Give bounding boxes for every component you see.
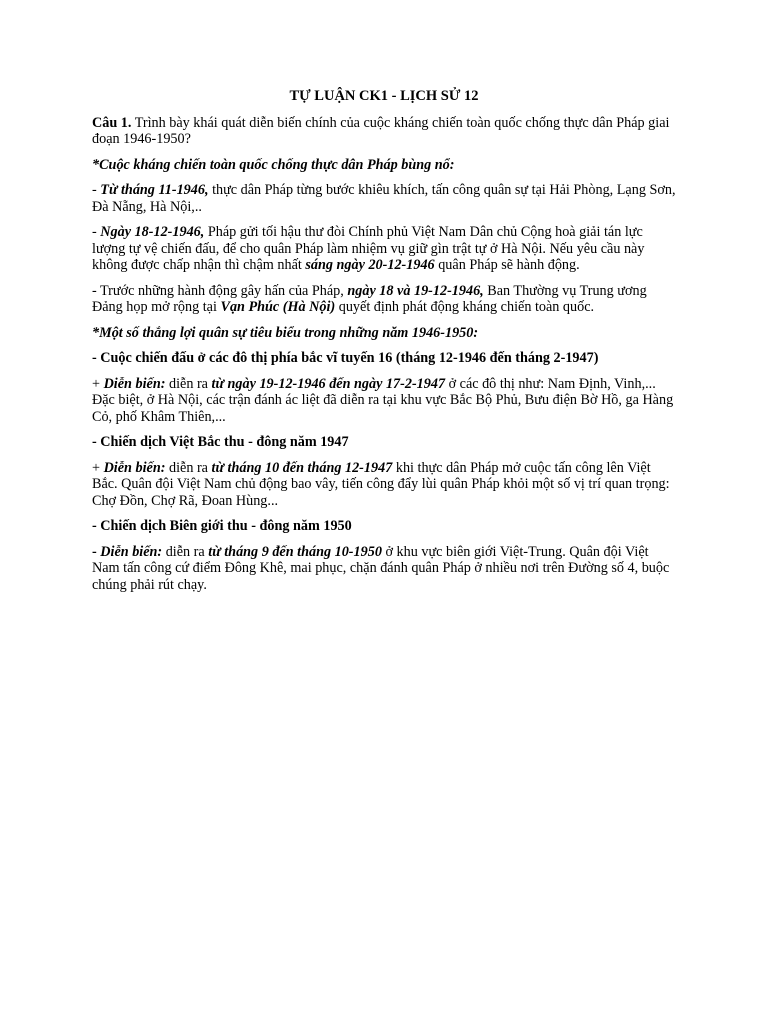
emphasis-date: từ tháng 10 đến tháng 12-1947 (211, 459, 393, 476)
development-label: Diễn biến: (103, 459, 166, 476)
paragraph-text: quyết định phát động kháng chiến toàn quốc. (335, 299, 595, 315)
paragraph-text: quân Pháp sẽ hành động. (434, 257, 580, 273)
paragraph-text: diễn ra (165, 375, 212, 392)
emphasis-date: ngày 18 và 19-12-1946, (347, 282, 484, 299)
emphasis-date: sáng ngày 20-12-1946 (305, 257, 435, 273)
bullet-dash: - (92, 182, 101, 198)
paragraph-text: ở các đô thị như: Nam Định, Vinh,... Đặc biệt, ở Hà Nội, các trận đánh ác liệt đã diễn ra tại khu vực Bắc Bộ Phủ, Bưu điện Bờ Hồ, ga Hàng Cỏ, phố Khâm Thiên,... (92, 375, 674, 425)
bullet-plus: + (92, 375, 104, 392)
paragraph-text: diễn ra (162, 543, 209, 560)
subheading-viet-bac: - Chiến dịch Việt Bắc thu - đông năm 1947 (92, 434, 349, 450)
emphasis-date: Ngày 18-12-1946, (100, 224, 205, 240)
bullet-dash: - (92, 543, 101, 560)
document-title: TỰ LUẬN CK1 - LỊCH SỬ 12 (289, 88, 479, 104)
paragraph-text: diễn ra (165, 459, 212, 476)
development-label: Diễn biến: (103, 375, 166, 392)
question-label: Câu 1. (92, 114, 132, 131)
paragraph-text: - Trước những hành động gây hấn của Pháp, (92, 282, 348, 299)
paragraph-ultimatum (92, 224, 676, 274)
paragraph-text: thực dân Pháp từng bước khiêu khích, tấn công quân sự tại Hải Phòng, Lạng Sơn, Đà Nẵng, Hà Nội,.. (92, 182, 676, 215)
question-1 (92, 115, 676, 148)
paragraph-party-meeting (92, 283, 676, 316)
subheading-border-campaign: - Chiến dịch Biên giới thu - đông năm 1950 (92, 518, 352, 534)
emphasis-place: Vạn Phúc (Hà Nội) (220, 299, 336, 315)
paragraph-viet-bac (92, 460, 676, 510)
paragraph-text: Pháp gửi tối hậu thư đòi Chính phủ Việt Nam Dân chủ Cộng hoà giải tán lực lượng tự vệ chiến đấu, để cho quân Pháp làm nhiệm vụ giữ gìn trật tự ở Hà Nội. Nếu yêu cầu này không được chấp nhận thì chậm nhất (92, 224, 645, 273)
paragraph-text: khi thực dân Pháp mở cuộc tấn công lên Việt Bắc. Quân đội Việt Nam chủ động bao vây, tiến công đẩy lùi quân Pháp khỏi một số vị trí quan trọng: Chợ Đồn, Chợ Rã, Đoan Hùng... (92, 459, 670, 509)
paragraph-text: Ban Thường vụ Trung ương Đảng họp mở rộng tại (92, 282, 647, 315)
paragraph-nov-1946 (92, 182, 676, 215)
development-label: Diễn biến: (100, 543, 163, 560)
emphasis-date: từ ngày 19-12-1946 đến ngày 17-2-1947 (211, 375, 446, 392)
section-heading-outbreak: *Cuộc kháng chiến toàn quốc chống thực dân Pháp bùng nổ: (92, 156, 455, 173)
bullet-plus: + (92, 459, 104, 476)
emphasis-date: Từ tháng 11-1946, (100, 182, 209, 198)
subheading-urban-fighting: - Cuộc chiến đấu ở các đô thị phía bắc vĩ tuyến 16 (tháng 12-1946 đến tháng 2-1947) (92, 350, 599, 366)
bullet-dash: - (92, 224, 101, 240)
paragraph-urban-fighting (92, 376, 676, 426)
emphasis-date: từ tháng 9 đến tháng 10-1950 (208, 543, 382, 560)
section-heading-victories: *Một số thắng lợi quân sự tiêu biểu trong những năm 1946-1950: (92, 324, 479, 341)
paragraph-border-campaign (92, 544, 676, 594)
paragraph-text: ở khu vực biên giới Việt-Trung. Quân đội Việt Nam tấn công cứ điểm Đông Khê, mai phục, chặn đánh quân Pháp ở nhiều nơi trên Đường số 4, buộc chúng phải rút chạy. (92, 543, 670, 593)
question-text: Trình bày khái quát diễn biến chính của cuộc kháng chiến toàn quốc chống thực dân Pháp giai đoạn 1946-1950? (92, 114, 670, 147)
